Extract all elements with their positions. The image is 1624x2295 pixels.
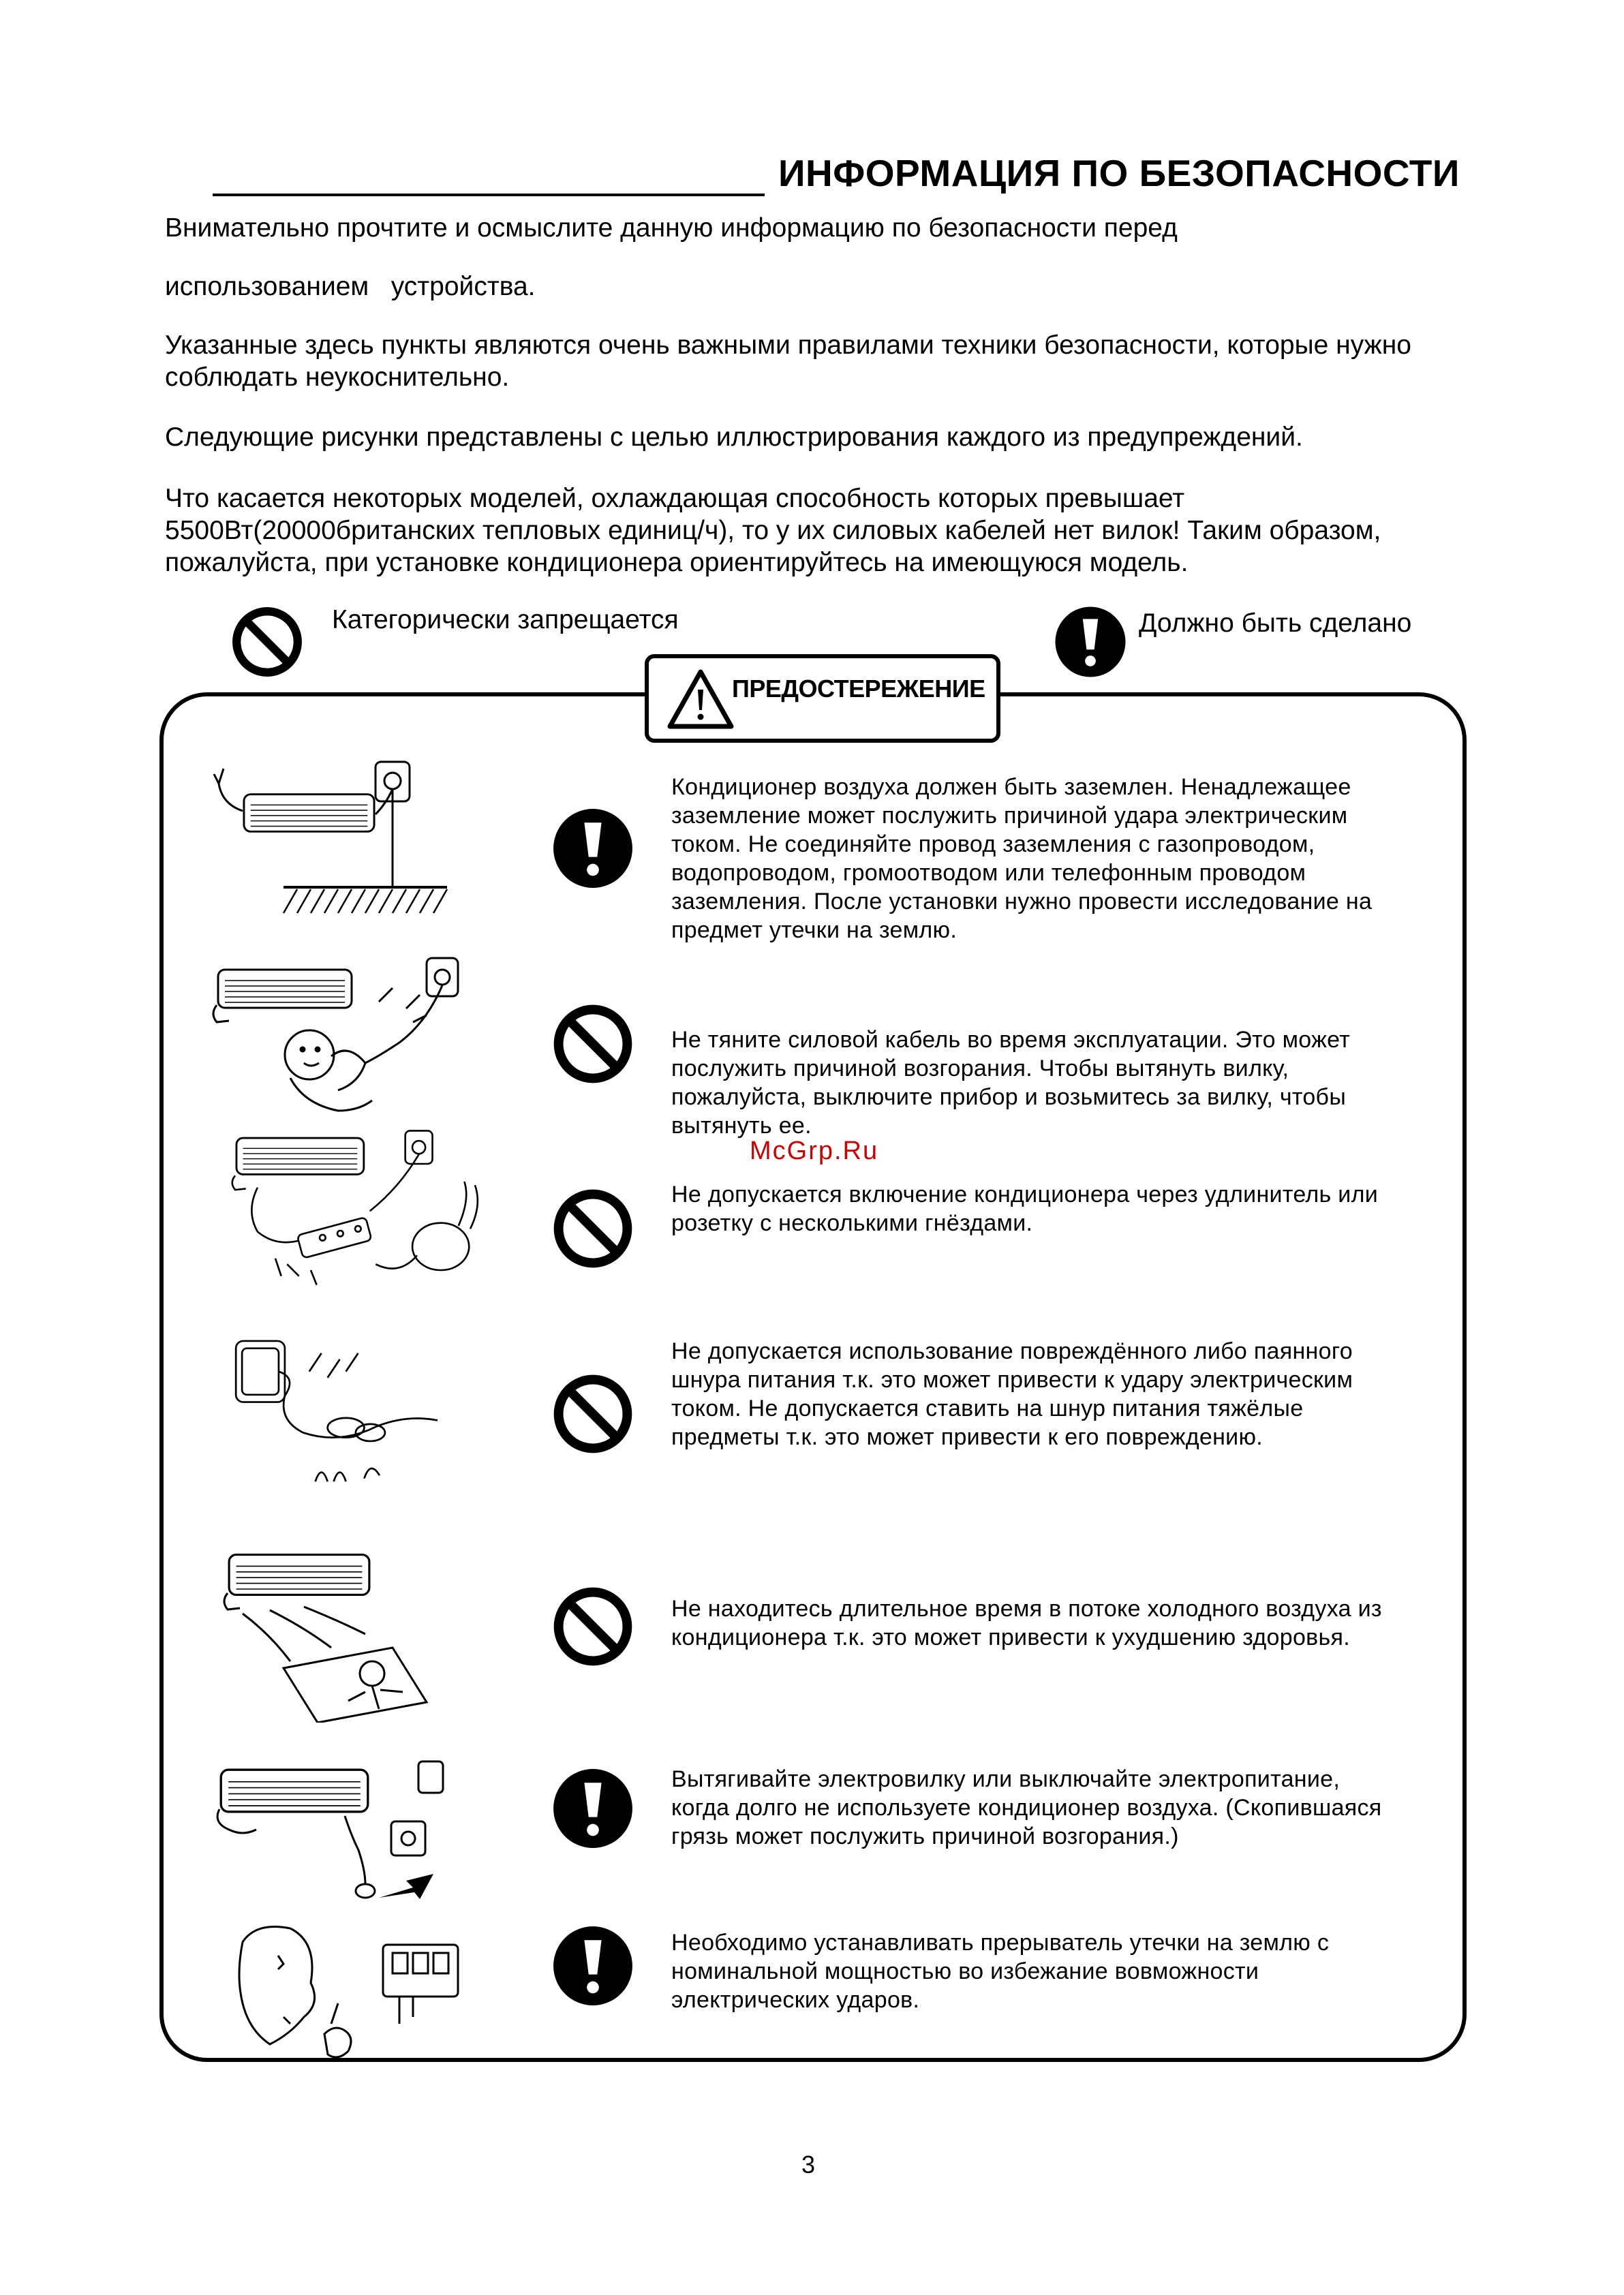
extension-cord-illustration (202, 1128, 508, 1306)
intro-paragraph-2: Указанные здесь пункты являются очень важными правилами техники безопасности, которые нужно соблюдать неукоснительно. (165, 330, 1411, 392)
grounding-illustration (202, 750, 508, 927)
text-line: шнура питания т.к. это может привести к удару электрическим (671, 1367, 1353, 1393)
legend-mandatory-label: Должно быть сделано (1139, 609, 1412, 638)
text-line: Не тяните силовой кабель во время эксплуатации. Это может (671, 1027, 1351, 1053)
mandatory-icon (550, 1923, 636, 2009)
text-line: номинальной мощностью во избежание вовможности (671, 1958, 1259, 1984)
leakage-breaker-illustration (202, 1908, 508, 2085)
text-line: вытянуть ее. (671, 1113, 812, 1139)
leakage-breaker-warning-text (671, 1928, 1448, 2014)
intro-paragraph-1-line-2: использованием устройства. (165, 272, 536, 301)
cold-airflow-warning-text (671, 1595, 1448, 1652)
text-line: когда долго не используете кондиционер воздуха. (Скопившаяся (671, 1795, 1382, 1821)
text-line: грязь может послужить причиной возгорания.) (671, 1823, 1179, 1849)
text-line: током. Не соединяйте провод заземления с газопроводом, (671, 831, 1315, 857)
text-line: предметы т.к. это может привести к его повреждению. (671, 1424, 1263, 1450)
text-line: послужить причиной возгорания. Чтобы вытянуть вилку, (671, 1056, 1289, 1081)
text-line: электрических ударов. (671, 1987, 920, 2013)
page-title: ИНФОРМАЦИЯ ПО БЕЗОПАСНОСТИ (778, 152, 1460, 194)
caution-banner (645, 654, 1000, 743)
intro-paragraph-3: Следующие рисунки представлены с целью иллюстрирования каждого из предупреждений. (165, 422, 1303, 452)
unplug-warning-text (671, 1765, 1448, 1851)
title-rule (213, 194, 765, 196)
text-line: розетку с несколькими гнёздами. (671, 1210, 1033, 1236)
text-line: Кондиционер воздуха должен быть заземлен. Ненадлежащее (671, 774, 1351, 800)
prohibited-icon (550, 1371, 636, 1457)
caution-label: ПРЕДОСТЕРЕЖЕНИЕ (732, 675, 985, 703)
pulling-cable-illustration (202, 954, 508, 1131)
intro-paragraph-4-line-2: 5500Вт(20000британских тепловых единиц/ч), то у их силовых кабелей нет вилок! Таким образом, (165, 516, 1381, 545)
text-line: Не находитесь длительное время в потоке холодного воздуха из (671, 1596, 1382, 1622)
warning-triangle-icon (667, 668, 735, 730)
intro-paragraph-1-line-1: Внимательно прочтите и осмыслите данную информацию по безопасности перед (165, 213, 1178, 243)
mandatory-icon (550, 805, 636, 891)
text-line: Необходимо устанавливать прерыватель утечки на землю с (671, 1930, 1330, 1956)
prohibited-icon (229, 604, 305, 680)
text-line: Не допускается включение кондиционера через удлинитель или (671, 1182, 1379, 1207)
legend-prohibited-label: Категорически запрещается (332, 605, 679, 634)
damaged-cord-warning-text (671, 1337, 1448, 1451)
damaged-cord-illustration (202, 1329, 508, 1506)
unplug-illustration (202, 1755, 508, 1932)
text-line: заземление может послужить причиной удара электрическим (671, 803, 1348, 829)
text-line: Вытягивайте электровилку или выключайте электропитание, (671, 1766, 1340, 1792)
watermark: McGrp.Ru (750, 1137, 879, 1165)
cold-airflow-illustration (202, 1545, 508, 1723)
text-line: водопроводом, громоотводом или телефонным проводом (671, 860, 1306, 886)
extension-cord-warning-text (671, 1180, 1448, 1237)
text-line: кондиционера т.к. это может привести к ухудшению здоровья. (671, 1624, 1350, 1650)
prohibited-icon (550, 1001, 636, 1087)
mandatory-icon (1052, 604, 1129, 680)
intro-paragraph-4-line-3: пожалуйста, при установке кондиционера ориентируйтесь на имеющуюся модель. (165, 548, 1189, 577)
text-line: Не допускается использование повреждённого либо паянного (671, 1338, 1353, 1364)
text-line: заземления. После установки нужно провести исследование на (671, 889, 1373, 914)
prohibited-icon (550, 1186, 636, 1272)
intro-paragraph-4-line-1: Что касается некоторых моделей, охлаждающая способность которых превышает (165, 484, 1185, 513)
page-number: 3 (801, 2151, 816, 2178)
text-line: пожалуйста, выключите прибор и возьмитесь за вилку, чтобы (671, 1084, 1347, 1110)
cable-pulling-warning-text (671, 1026, 1448, 1140)
prohibited-icon (550, 1584, 636, 1669)
grounding-warning-text (671, 773, 1448, 944)
mandatory-icon (550, 1766, 636, 1851)
text-line: предмет утечки на землю. (671, 917, 957, 943)
text-line: током. Не допускается ставить на шнур питания тяжёлые (671, 1396, 1304, 1421)
